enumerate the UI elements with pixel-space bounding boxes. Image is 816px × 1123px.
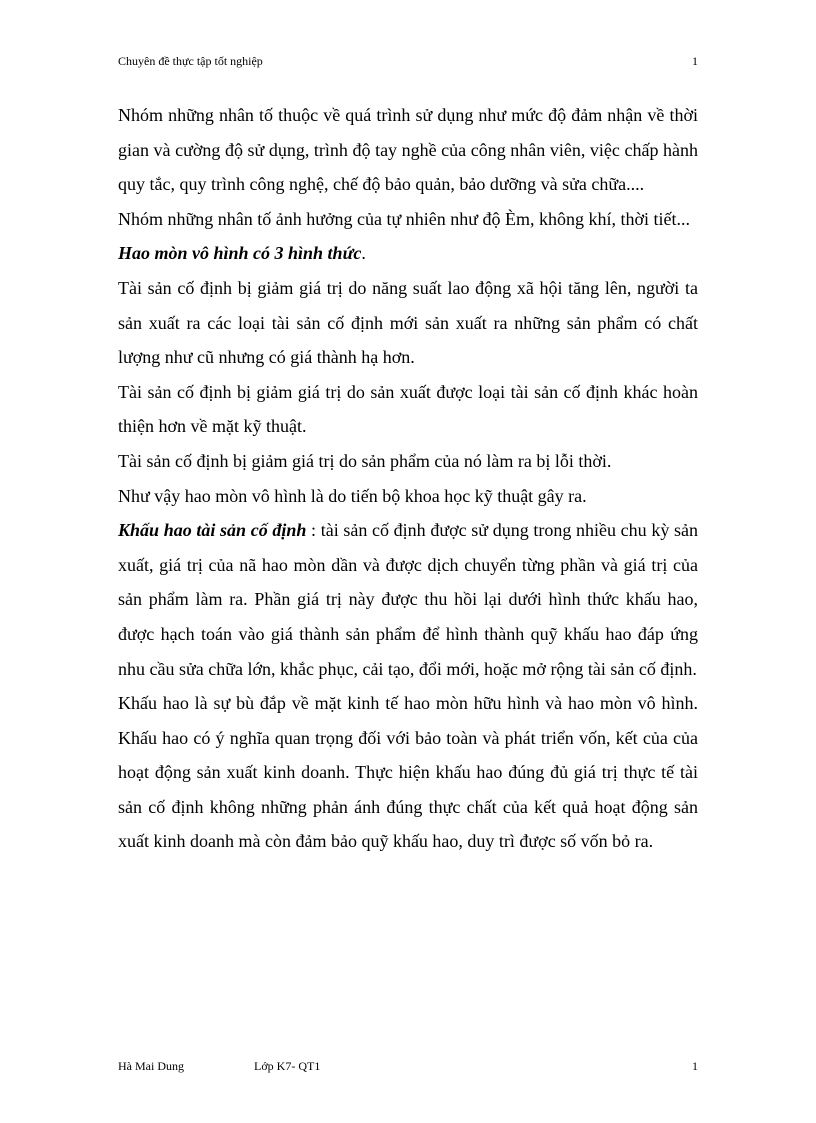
paragraph-natural-factors: Nhóm những nhân tố ảnh hưởng của tự nhiên như độ Èm, không khí, thời tiết...	[118, 208, 691, 229]
header-page-number: 1	[692, 54, 698, 68]
depreciation-text: : tài sản cố định được sử dụng trong nhiều chu kỳ sản xuất, giá trị của nã hao mòn dần và được dịch chuyển từng phần và giá trị của sản phẩm làm ra. Phần giá trị này được thu hồi lại dưới hình thức khấu hao, được hạch toán vào giá thành sản phẩm để hình thành quỹ khấu hao đáp ứng nhu cầu sửa chữa lớn, khắc phục, cải tạo, đổi mới, hoặc mở rộng tài sản cố định.	[118, 520, 698, 679]
paragraph-depreciation-meaning: Khấu hao là sự bù đắp về mặt kinh tế hao mòn hữu hình và hao mòn vô hình. Khấu hao có ý nghĩa quan trọng đối với bảo toàn và phát triển vốn, kết của của hoạt động sản xuất kinh doanh. Thực hiện khấu hao đúng đủ giá trị thực tế tài sản cố định không những phản ánh đúng thực chất của kết quả hoạt động sản xuất kinh doanh mà còn đảm bảo quỹ khấu hao, duy trì được số vốn bỏ ra.	[118, 693, 698, 852]
heading-period: .	[361, 243, 366, 264]
paragraph-usage-factors: Nhóm những nhân tố thuộc về quá trình sử dụng như mức độ đảm nhận về thời gian và cường độ sử dụng, trình độ tay nghề của công nhân viên, việc chấp hành quy tắc, quy trình công nghệ, chế độ bảo quản, bảo dưỡng và sửa chữa....	[118, 105, 698, 195]
heading-text: Hao mòn vô hình có 3 hình thức	[118, 243, 362, 264]
page-header	[118, 52, 698, 70]
footer-author: Hà Mai Dung	[118, 1059, 184, 1073]
paragraph-form-1: Tài sản cố định bị giảm giá trị do năng suất lao động xã hội tăng lên, người ta sản xuất ra các loại tài sản cố định mới sản xuất ra những sản phẩm có chất lượng như cũ nhưng có giá thành hạ hơn.	[118, 277, 698, 368]
section-heading-intangible-wear	[118, 236, 698, 271]
paragraph-depreciation-definition	[118, 513, 698, 686]
header-title: Chuyên đề thực tập tốt nghiệp	[118, 54, 263, 68]
footer-page-number: 1	[692, 1059, 698, 1073]
paragraph-summary: Như vậy hao mòn vô hình là do tiến bộ khoa học kỹ thuật gây ra.	[118, 485, 587, 506]
document-body	[118, 98, 698, 859]
depreciation-term: Khấu hao tài sản cố định	[118, 520, 307, 541]
paragraph-form-2: Tài sản cố định bị giảm giá trị do sản xuất được loại tài sản cố định khác hoàn thiện hơn về mặt kỹ thuật.	[118, 381, 698, 437]
footer-class: Lớp K7- QT1	[254, 1059, 321, 1073]
page-footer	[118, 1057, 698, 1075]
paragraph-form-3: Tài sản cố định bị giảm giá trị do sản phẩm của nó làm ra bị lỗi thời.	[118, 450, 612, 471]
